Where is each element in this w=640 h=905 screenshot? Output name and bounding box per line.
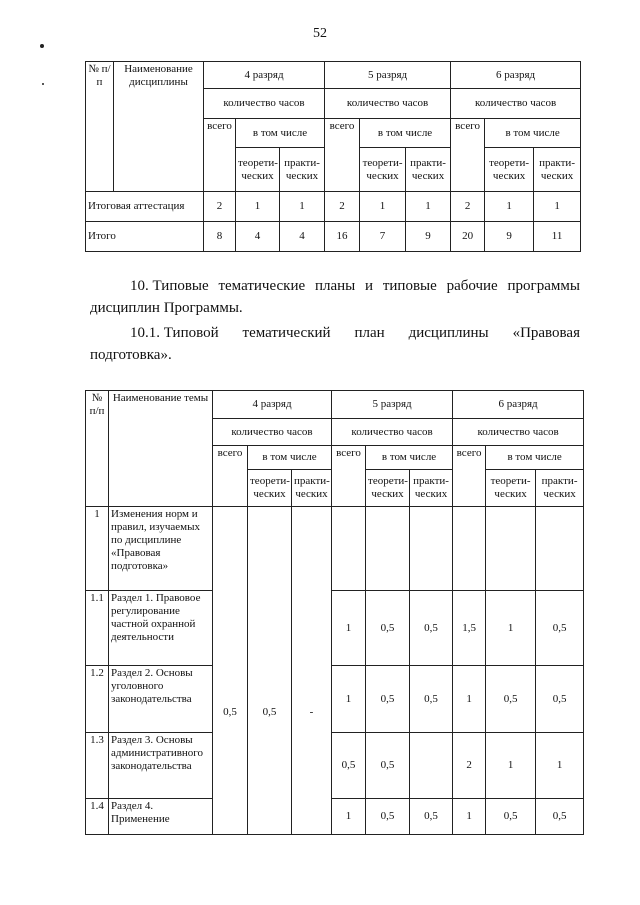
column-header-topic: Наименование темы	[109, 391, 213, 507]
table-cell: 1	[485, 192, 534, 222]
table-row	[86, 733, 584, 799]
header-practice: практи-ческих	[292, 470, 332, 507]
table-row	[86, 591, 584, 666]
table-cell: 0,5	[366, 799, 410, 835]
header-total: всего	[204, 119, 236, 192]
table-cell: 0,5	[536, 591, 584, 666]
table-cell: 0,5	[332, 733, 366, 799]
table-cell: 0,5	[248, 591, 292, 835]
header-rank-5: 5 разряд	[332, 391, 453, 419]
table-cell: 0,5	[536, 799, 584, 835]
table-cell: 4	[236, 222, 280, 252]
table-cell	[292, 507, 332, 591]
table-cell: 1	[453, 799, 486, 835]
table-cell: 0,5	[536, 666, 584, 733]
header-practice: практи-ческих	[406, 148, 451, 192]
table-cell: 9	[485, 222, 534, 252]
table-cell: 0,5	[410, 666, 453, 733]
table-cell	[213, 507, 248, 591]
row-number: 1.4	[86, 799, 109, 835]
row-number: 1.1	[86, 591, 109, 666]
table-row	[86, 222, 581, 252]
scan-speck	[42, 83, 44, 85]
table-cell	[410, 507, 453, 591]
table-cell: 2	[453, 733, 486, 799]
table-cell	[536, 507, 584, 591]
table-cell: 1	[332, 591, 366, 666]
column-header-discipline: Наименование дисциплины	[114, 62, 204, 192]
table-cell	[332, 507, 366, 591]
table-cell: 1	[280, 192, 325, 222]
header-hours-count: количество часов	[204, 89, 325, 119]
row-label: Итоговая аттестация	[86, 192, 204, 222]
table-cell: 1	[486, 733, 536, 799]
header-hours-count: количество часов	[451, 89, 581, 119]
header-theory: теорети-ческих	[248, 470, 292, 507]
header-hours-count: количество часов	[332, 419, 453, 446]
table-cell: 0,5	[366, 666, 410, 733]
topic-name: Раздел 3. Основы административного законодательства	[109, 733, 213, 799]
table-cell: 1	[406, 192, 451, 222]
table-row	[86, 507, 584, 591]
table-cell: 0,5	[486, 666, 536, 733]
header-total: всего	[332, 446, 366, 507]
topic-name: Раздел 4. Применение	[109, 799, 213, 835]
header-total: всего	[325, 119, 360, 192]
table-cell	[453, 507, 486, 591]
table-cell: 0,5	[486, 799, 536, 835]
header-rank-4: 4 разряд	[204, 62, 325, 89]
table-row	[86, 192, 581, 222]
scan-speck	[40, 44, 44, 48]
header-theory: теорети-ческих	[360, 148, 406, 192]
table-cell	[410, 733, 453, 799]
header-including: в том числе	[236, 119, 325, 148]
header-hours-count: количество часов	[213, 419, 332, 446]
header-theory: теорети-ческих	[485, 148, 534, 192]
table-cell: 0,5	[366, 591, 410, 666]
table-row	[86, 799, 584, 835]
table-cell: 0,5	[213, 591, 248, 835]
disciplines-summary-table	[85, 61, 581, 252]
header-including: в том числе	[485, 119, 581, 148]
table-cell: 1	[453, 666, 486, 733]
table-cell: 1	[332, 666, 366, 733]
table-cell: 1	[360, 192, 406, 222]
header-rank-4: 4 разряд	[213, 391, 332, 419]
column-header-number: № п/п	[86, 62, 114, 192]
table-cell: -	[292, 591, 332, 835]
table-cell: 4	[280, 222, 325, 252]
row-number: 1	[86, 507, 109, 591]
header-including: в том числе	[248, 446, 332, 470]
table-cell: 1	[534, 192, 581, 222]
header-total: всего	[453, 446, 486, 507]
table-cell: 7	[360, 222, 406, 252]
column-header-number: № п/п	[86, 391, 109, 507]
header-hours-count: количество часов	[325, 89, 451, 119]
table-cell: 8	[204, 222, 236, 252]
table-cell: 9	[406, 222, 451, 252]
table-cell: 0,5	[410, 799, 453, 835]
header-theory: теорети-ческих	[366, 470, 410, 507]
table-cell: 16	[325, 222, 360, 252]
table-cell: 1,5	[453, 591, 486, 666]
header-rank-6: 6 разряд	[451, 62, 581, 89]
table-cell: 2	[451, 192, 485, 222]
table-cell: 1	[486, 591, 536, 666]
header-total: всего	[213, 446, 248, 507]
header-including: в том числе	[360, 119, 451, 148]
header-rank-6: 6 разряд	[453, 391, 584, 419]
table-cell: 1	[236, 192, 280, 222]
header-practice: практи-ческих	[534, 148, 581, 192]
topic-name: Раздел 2. Основы уголовного законодательства	[109, 666, 213, 733]
header-rank-5: 5 разряд	[325, 62, 451, 89]
table-cell: 0,5	[366, 733, 410, 799]
header-including: в том числе	[486, 446, 584, 470]
table-cell: 0,5	[410, 591, 453, 666]
page-number: 52	[313, 26, 327, 41]
topic-name: Раздел 1. Правовое регулирование частной охранной деятельности	[109, 591, 213, 666]
table-cell	[248, 507, 292, 591]
header-practice: практи-ческих	[410, 470, 453, 507]
table-cell: 20	[451, 222, 485, 252]
topic-name: Изменения норм и правил, изучаемых по дисциплине «Правовая подготовка»	[109, 507, 213, 591]
table-cell: 1	[536, 733, 584, 799]
row-label: Итого	[86, 222, 204, 252]
header-total: всего	[451, 119, 485, 192]
thematic-plan-table	[85, 390, 584, 835]
header-including: в том числе	[366, 446, 453, 470]
row-number: 1.2	[86, 666, 109, 733]
header-hours-count: количество часов	[453, 419, 584, 446]
row-number: 1.3	[86, 733, 109, 799]
section-heading: 10. Типовые тематические планы и типовые рабочие программы дисциплин Программы. 10.1. Типовой тематический план дисциплины «Правовая подготовка».	[90, 278, 580, 363]
header-practice: практи-ческих	[280, 148, 325, 192]
header-theory: теорети-ческих	[486, 470, 536, 507]
table-cell: 11	[534, 222, 581, 252]
table-cell: 2	[325, 192, 360, 222]
table-row	[86, 666, 584, 733]
table-cell	[486, 507, 536, 591]
table-cell	[366, 507, 410, 591]
header-theory: теорети-ческих	[236, 148, 280, 192]
header-practice: практи-ческих	[536, 470, 584, 507]
table-cell: 1	[332, 799, 366, 835]
table-cell: 2	[204, 192, 236, 222]
